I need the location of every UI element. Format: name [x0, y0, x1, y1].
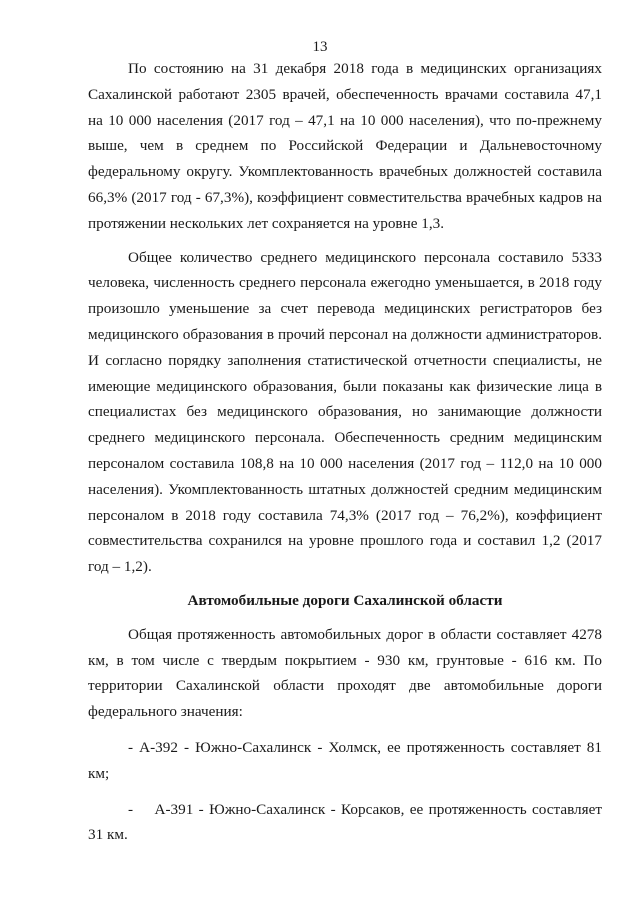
section-heading: Автомобильные дороги Сахалинской области — [187, 591, 503, 609]
document-body — [88, 56, 606, 848]
paragraph-nursing-staff: Общее количество среднего медицинского персонала составило 5333 человека, численность среднего персонала ежегодно уменьшается, в 2018 году произошло уменьшение за счет перевода медицинских регистраторов без медицинского образования в прочий персонал на должности администраторов. И согласно порядку заполнения статистической отчетности специалисты, не имеющие медицинского образования, были показаны как физические лица в специалистах без медицинского образования, но занимающие должности среднего медицинского персонала. Обеспеченность средним медицинским персоналом составила 108,8 на 10 000 населения (2017 год – 112,0 на 10 000 населения). Укомплектованность штатных должностей средним медицинским персоналом в 2018 году составила 74,3% (2017 год – 76,2%), коэффициент совместительства сохранился на уровне прошлого года и составил 1,2 (2017 год – 1,2). — [88, 248, 602, 576]
paragraph-roads: Общая протяженность автомобильных дорог в области составляет 4278 км, в том числе с твердым покрытием - 930 км, грунтовые - 616 км. По территории Сахалинской области проходят две автомобильные дороги федерального значения: — [88, 625, 602, 721]
page-number: 13 — [312, 39, 328, 55]
paragraph-doctors: По состоянию на 31 декабря 2018 года в медицинских организациях Сахалинской работают 2305 врачей, обеспеченность врачами составила 47,1 на 10 000 населения (2017 год – 47,1 на 10 000 населения), что по-прежнему выше, чем в среднем по Российской Федерации и Дальневосточному федеральному округу. Укомплектованность врачебных должностей составила 66,3% (2017 год - 67,3%), коэффициент совместительства врачебных кадров на протяжении нескольких лет сохраняется на уровне 1,3. — [88, 60, 602, 232]
road-item-a392: - А-392 - Южно-Сахалинск - Холмск, ее протяженность составляет 81 км; — [88, 738, 602, 782]
road-item-a391: - А-391 - Южно-Сахалинск - Корсаков, ее протяженность составляет 31 км. — [88, 800, 606, 844]
